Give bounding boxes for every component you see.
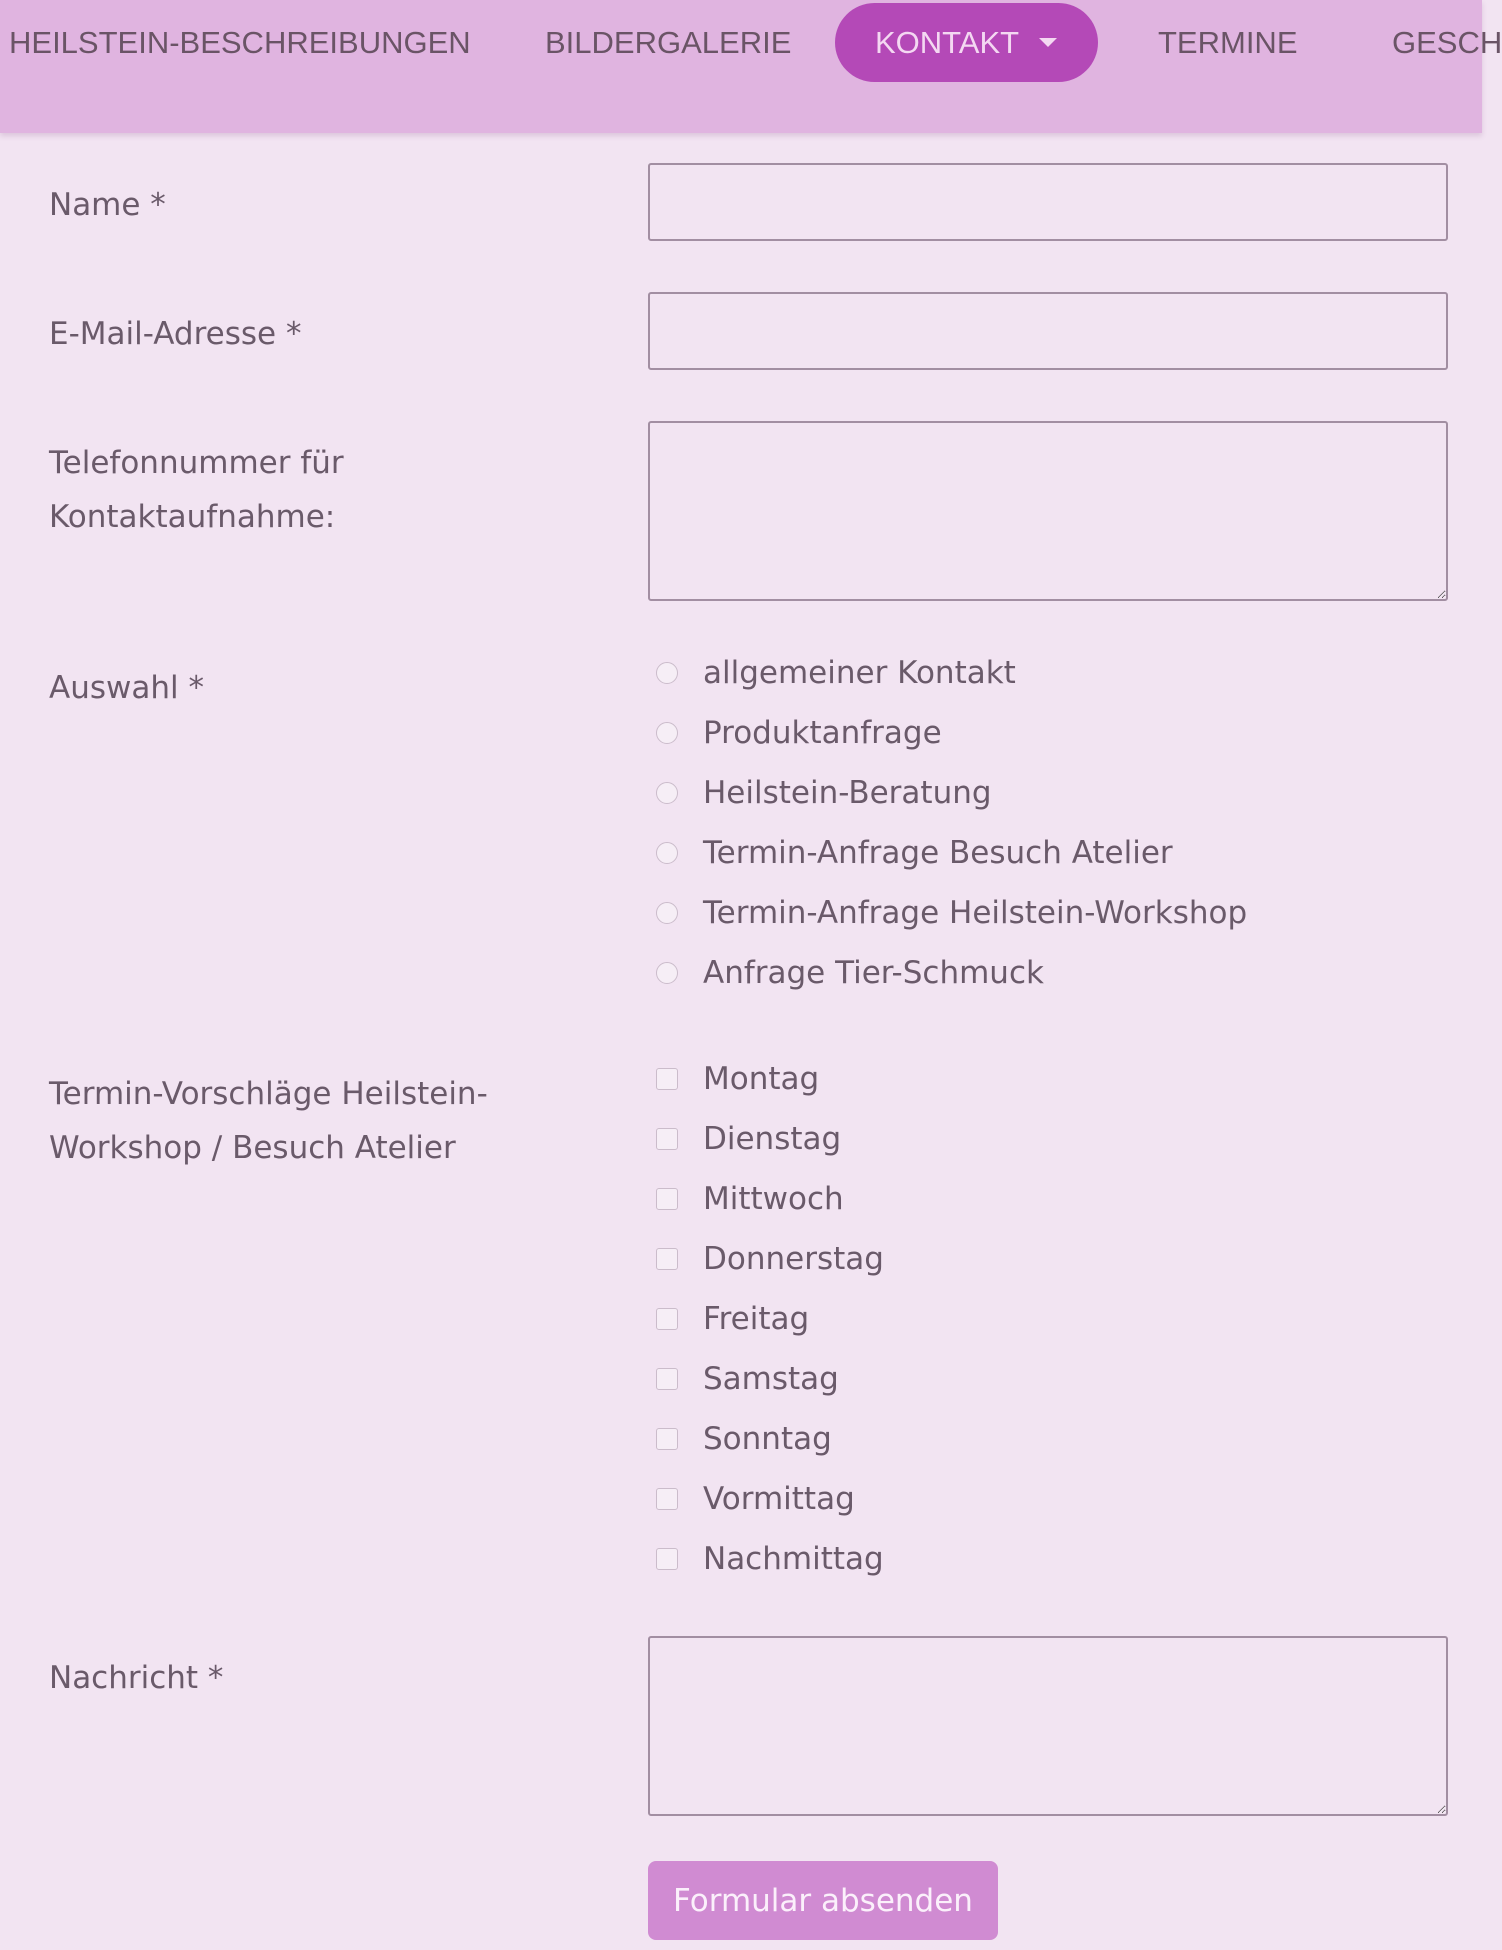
checkbox-option-label: Vormittag — [703, 1481, 855, 1517]
chevron-down-icon — [1039, 38, 1057, 47]
checkbox-option-mittwoch[interactable] — [656, 1174, 844, 1224]
radio-option-produktanfrage[interactable] — [656, 708, 942, 758]
checkbox[interactable] — [656, 1548, 678, 1570]
radio-option-label: allgemeiner Kontakt — [703, 655, 1016, 691]
radio-button[interactable] — [656, 902, 678, 924]
checkbox-option-freitag[interactable] — [656, 1294, 809, 1344]
phone-label — [49, 436, 344, 544]
radio-option-label: Termin-Anfrage Besuch Atelier — [703, 835, 1173, 871]
checkbox-option-label: Samstag — [703, 1361, 839, 1397]
email-label: E-Mail-Adresse * — [49, 316, 302, 352]
checkbox-option-vormittag[interactable] — [656, 1474, 855, 1524]
checkbox-option-samstag[interactable] — [656, 1354, 839, 1404]
termin-label-line2: Workshop / Besuch Atelier — [49, 1130, 456, 1166]
checkbox-option-montag[interactable] — [656, 1054, 819, 1104]
nav-item-heilstein-beschreibungen[interactable]: HEILSTEIN-BESCHREIBUNGEN — [9, 25, 471, 60]
radio-option-label: Produktanfrage — [703, 715, 942, 751]
checkbox[interactable] — [656, 1248, 678, 1270]
checkbox-option-label: Donnerstag — [703, 1241, 884, 1277]
termin-label-line1: Termin-Vorschläge Heilstein- — [49, 1076, 488, 1112]
checkbox-option-nachmittag[interactable] — [656, 1534, 884, 1584]
phone-label-line1: Telefonnummer für — [49, 445, 344, 481]
message-label: Nachricht * — [49, 1660, 224, 1696]
message-textarea[interactable] — [648, 1636, 1448, 1816]
radio-option-termin-besuch-atelier[interactable] — [656, 828, 1173, 878]
checkbox[interactable] — [656, 1308, 678, 1330]
checkbox[interactable] — [656, 1188, 678, 1210]
radio-button[interactable] — [656, 782, 678, 804]
nav-item-kontakt[interactable] — [835, 3, 1098, 82]
checkbox-option-sonntag[interactable] — [656, 1414, 832, 1464]
checkbox-option-label: Nachmittag — [703, 1541, 884, 1577]
main-navbar — [0, 0, 1502, 133]
nav-item-kontakt-label: KONTAKT — [875, 25, 1020, 60]
radio-option-heilstein-beratung[interactable] — [656, 768, 992, 818]
checkbox[interactable] — [656, 1428, 678, 1450]
checkbox-option-label: Freitag — [703, 1301, 810, 1337]
phone-label-line2: Kontaktaufnahme: — [49, 499, 336, 535]
radio-option-termin-heilstein-workshop[interactable] — [656, 888, 1247, 938]
checkbox-option-donnerstag[interactable] — [656, 1234, 884, 1284]
checkbox-option-dienstag[interactable] — [656, 1114, 841, 1164]
nav-item-termine[interactable]: TERMINE — [1158, 25, 1298, 60]
radio-option-label: Heilstein-Beratung — [703, 775, 992, 811]
radio-button[interactable] — [656, 722, 678, 744]
checkbox[interactable] — [656, 1128, 678, 1150]
radio-button[interactable] — [656, 662, 678, 684]
radio-option-tier-schmuck[interactable] — [656, 948, 1044, 998]
checkbox-option-label: Dienstag — [703, 1121, 842, 1157]
checkbox[interactable] — [656, 1068, 678, 1090]
radio-option-label: Termin-Anfrage Heilstein-Workshop — [703, 895, 1248, 931]
checkbox-option-label: Montag — [703, 1061, 820, 1097]
radio-option-label: Anfrage Tier-Schmuck — [703, 955, 1044, 991]
name-label: Name * — [49, 187, 166, 223]
checkbox[interactable] — [656, 1488, 678, 1510]
submit-button[interactable]: Formular absenden — [648, 1861, 998, 1940]
auswahl-label: Auswahl * — [49, 670, 204, 706]
radio-button[interactable] — [656, 962, 678, 984]
checkbox-option-label: Sonntag — [703, 1421, 832, 1457]
phone-textarea[interactable] — [648, 421, 1448, 601]
nav-item-bildergalerie[interactable]: BILDERGALERIE — [545, 25, 792, 60]
nav-item-geschaeft[interactable]: GESCH — [1392, 25, 1502, 60]
radio-option-allgemeiner-kontakt[interactable] — [656, 648, 1016, 698]
radio-button[interactable] — [656, 842, 678, 864]
termin-label — [49, 1067, 488, 1175]
checkbox[interactable] — [656, 1368, 678, 1390]
name-input[interactable] — [648, 163, 1448, 241]
email-input[interactable] — [648, 292, 1448, 370]
checkbox-option-label: Mittwoch — [703, 1181, 844, 1217]
